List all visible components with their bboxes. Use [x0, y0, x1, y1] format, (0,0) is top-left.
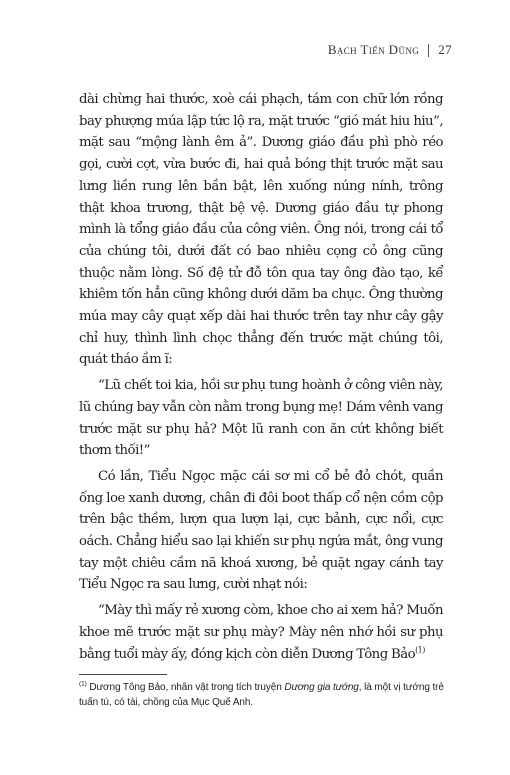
paragraph-4 [79, 600, 443, 665]
header-divider [428, 44, 429, 57]
footnote-marker: (1) [79, 680, 87, 688]
footnote-title: Dương gia tướng [284, 682, 359, 693]
footnote-text-after: , là một vị tướng trẻ tuấn tú, có tài, chồng của Mục Quế Anh. [79, 682, 444, 708]
header-author: Bạch Tiến Dũng [327, 42, 420, 57]
paragraph-4-text: “Mày thì mấy rẻ xương còm, khoe cho ai xem hả? Muốn khoe mẽ trước mặt sư phụ mày? Mày nên nhớ hồi sư phụ bằng tuổi mày ấy, đóng kịch còn diễn Dương Tông Bảo [79, 603, 443, 662]
footnote [79, 680, 447, 710]
paragraph-1: dài chừng hai thước, xoè cái phạch, tám con chữ lớn rồng bay phượng múa lập tức lộ ra, mặt trước “gió mát hiu hiu”, mặt sau “mộng lành êm ả”. Dương giáo đầu phì phò réo gọi, cười cợt, vừa bước đi, hai quả bóng thịt trước mặt sau lưng liền rung lên bần bật, lên xuống núng nính, trông thật khoa trương, thật bệ vệ. Dương giáo đầu tự phong mình là tổng giáo đầu của công viên. Ông nói, trong cái tổ của chúng tôi, dưới đất có bao nhiêu cọng cỏ ông cũng thuộc nằm lòng. Số đệ tử đỗ tôn qua tay ông đào tạo, kể khiêm tốn hẳn cũng không dưới dăm ba chục. Ông thường múa may cây quạt xếp dài hai thước trên tay như cây gậy chỉ huy, thình lình chọc thẳng đến trước mặt chúng tôi, quát tháo ầm ĩ: [79, 92, 443, 368]
paragraph-3: Có lần, Tiểu Ngọc mặc cái sơ mi cổ bẻ đỏ chót, quần ống loe xanh dương, chân đi đôi boot thấp cổ nện cồm cộp trên bậc thềm, lượn qua lượn lại, cực bảnh, cực nổi, cực oách. Chẳng hiểu sao lại khiến sư phụ ngứa mắt, ông vung tay một chiêu cầm nã khoá xương, bẻ quặt ngay cánh tay Tiểu Ngọc ra sau lưng, cười nhạt nói: [79, 468, 443, 593]
footnote-divider [79, 674, 167, 675]
footnote-reference: (1) [415, 645, 425, 655]
paragraph-2: “Lũ chết toi kia, hồi sư phụ tung hoành ở công viên này, lũ chúng bay vẫn còn nằm trong bụng mẹ! Dám vênh vang trước mặt sư phụ hả? Một lũ ranh con ăn cứt không biết thơm thối!” [79, 378, 443, 459]
running-header [328, 41, 452, 59]
page-number: 27 [438, 42, 452, 57]
footnote-text-before: Dương Tông Bảo, nhân vật trong tích truyện [86, 682, 285, 693]
body-text [79, 89, 443, 665]
